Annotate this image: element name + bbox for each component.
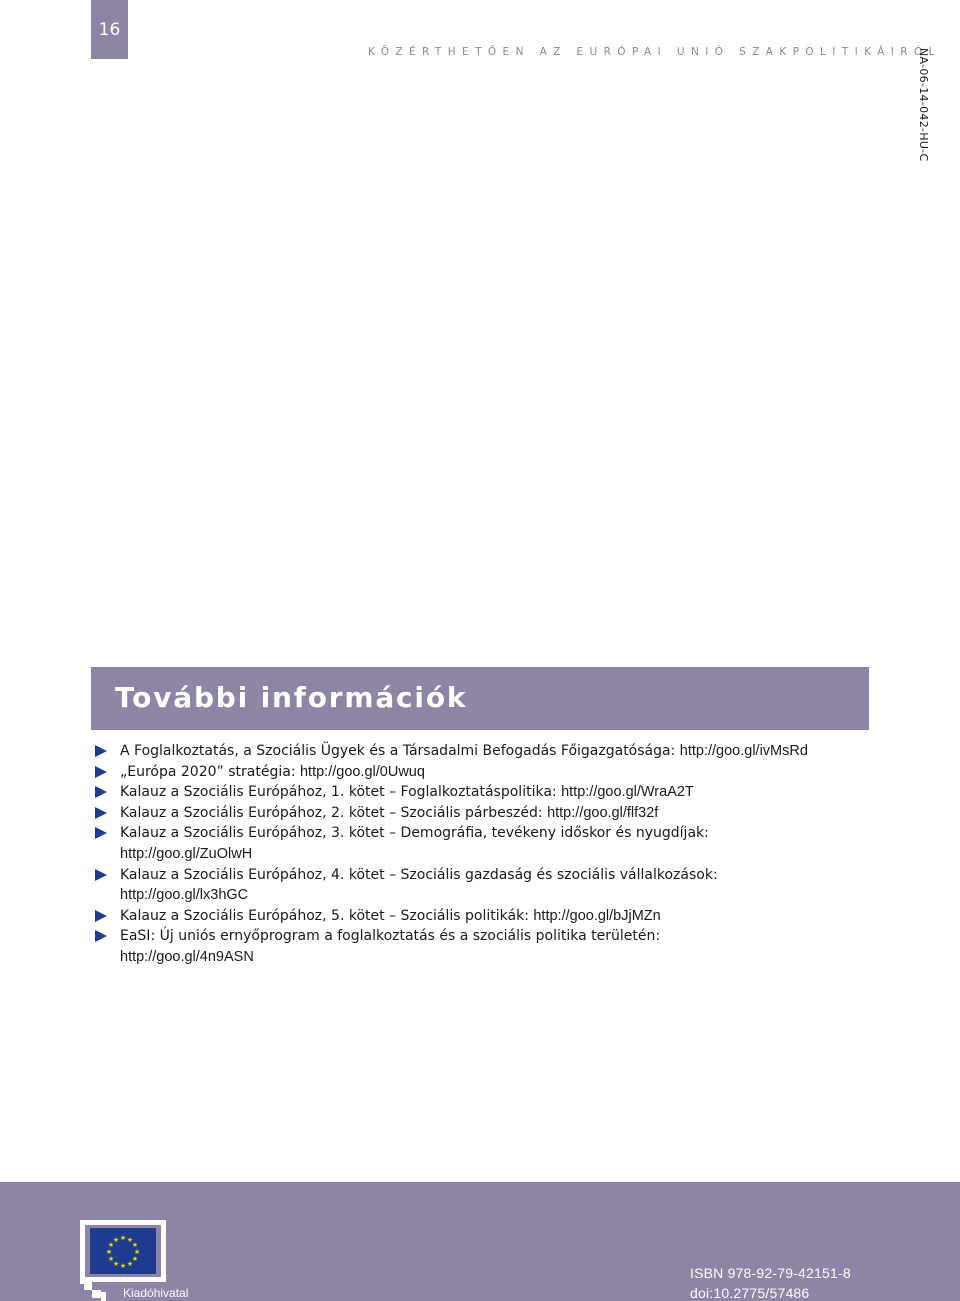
isbn: ISBN 978-92-79-42151-8: [690, 1265, 851, 1281]
link-separator: :: [712, 866, 718, 883]
list-item: [93, 741, 853, 762]
triangle-bullet-icon: [95, 930, 107, 942]
link-separator: :: [670, 743, 680, 759]
svg-text:★: ★: [131, 1255, 139, 1263]
svg-text:★: ★: [112, 1260, 120, 1268]
running-header: KÖZÉRTHETŐEN AZ EURÓPAI UNIÓ SZAKPOLITIKÁIRÓL: [368, 46, 941, 58]
list-item: [93, 782, 853, 803]
link-url[interactable]: http://goo.gl/4n9ASN: [120, 948, 254, 965]
link-url[interactable]: http://goo.gl/0Uwuq: [299, 763, 425, 780]
triangle-bullet-icon: [95, 910, 107, 922]
section-title: További információk: [115, 681, 468, 714]
list-item: [93, 865, 853, 906]
links-list: [93, 741, 853, 968]
link-label: Kalauz a Szociális Európához, 3. kötet – Demográfia, tevékeny időskor és nyugdíjak: [120, 825, 705, 842]
link-label: Kalauz a Szociális Európához, 4. kötet – Szociális gazdaság és szociális vállalkozások: [120, 866, 713, 883]
link-label: EaSI: Új uniós ernyőprogram a foglalkoztatás és a szociális politika területén: [120, 928, 656, 945]
catalogue-code: NA-06-14-042-HU-C: [917, 48, 930, 162]
link-label: Kalauz a Szociális Európához, 1. kötet – Foglalkoztatáspolitika: [120, 784, 552, 801]
list-item: [93, 762, 853, 783]
svg-text:★: ★: [119, 1234, 127, 1242]
svg-text:★: ★: [133, 1248, 141, 1256]
link-separator: :: [704, 825, 709, 842]
triangle-bullet-icon: [95, 827, 107, 839]
link-url[interactable]: http://goo.gl/ivMsRd: [679, 743, 808, 759]
triangle-bullet-icon: [95, 807, 107, 819]
link-url[interactable]: http://goo.gl/WraA2T: [561, 784, 694, 801]
link-label: Kalauz a Szociális Európához, 5. kötet – Szociális politikák: [120, 907, 525, 924]
link-separator: :: [524, 907, 534, 924]
list-item: [93, 823, 853, 864]
triangle-bullet-icon: [95, 745, 107, 757]
svg-text:★: ★: [126, 1236, 134, 1244]
link-separator: :: [655, 928, 661, 945]
link-url[interactable]: http://goo.gl/bJjMZn: [533, 907, 661, 924]
link-label: A Foglalkoztatás, a Szociális Ügyek és a Társadalmi Befogadás Főigazgatósága: [120, 743, 671, 759]
section-header-band: [91, 667, 869, 730]
svg-text:★: ★: [119, 1262, 127, 1270]
link-url[interactable]: http://goo.gl/lx3hGC: [120, 887, 249, 904]
list-item: [93, 926, 853, 967]
svg-text:★: ★: [107, 1255, 115, 1263]
svg-text:★: ★: [126, 1260, 134, 1268]
triangle-bullet-icon: [95, 766, 107, 778]
svg-text:★: ★: [105, 1248, 113, 1256]
link-label: Kalauz a Szociális Európához, 2. kötet – Szociális párbeszéd: [120, 804, 538, 821]
link-label: „Európa 2020” stratégia: [120, 763, 291, 780]
link-url[interactable]: http://goo.gl/flf32f: [547, 804, 659, 821]
link-separator: :: [551, 784, 562, 801]
publisher-name: Kiadóhivatal: [123, 1286, 189, 1300]
svg-text:★: ★: [112, 1236, 120, 1244]
link-url[interactable]: http://goo.gl/ZuOlwH: [120, 845, 253, 862]
link-separator: :: [537, 804, 548, 821]
triangle-bullet-icon: [95, 786, 107, 798]
svg-text:★: ★: [131, 1241, 139, 1249]
doi: doi:10.2775/57486: [690, 1285, 810, 1301]
link-separator: :: [290, 763, 300, 780]
page-number: 16: [91, 0, 128, 59]
list-item: [93, 803, 853, 824]
triangle-bullet-icon: [95, 869, 107, 881]
list-item: [93, 906, 853, 927]
svg-text:★: ★: [107, 1241, 115, 1249]
